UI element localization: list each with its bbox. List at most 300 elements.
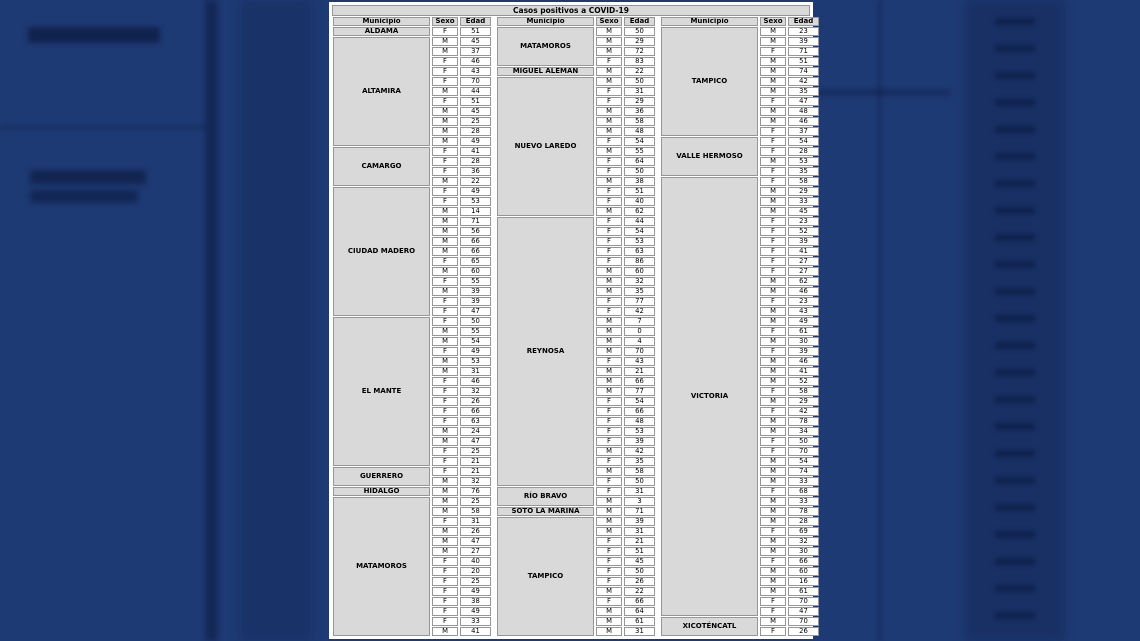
edad-cell: 30 xyxy=(788,547,819,556)
sexo-cell: F xyxy=(432,147,458,156)
edad-cell: 68 xyxy=(788,487,819,496)
sexo-cell: M xyxy=(432,487,458,496)
sexo-cell: F xyxy=(432,297,458,306)
edad-cell: 32 xyxy=(460,477,491,486)
sexo-cell: M xyxy=(432,247,458,256)
column-header: Edad xyxy=(788,17,819,26)
sexo-cell: M xyxy=(760,207,786,216)
edad-cell: 65 xyxy=(460,257,491,266)
edad-cell: 29 xyxy=(624,37,655,46)
sexo-cell: F xyxy=(432,197,458,206)
edad-cell: 58 xyxy=(624,117,655,126)
edad-cell: 21 xyxy=(624,537,655,546)
edad-cell: 53 xyxy=(624,427,655,436)
sexo-cell: F xyxy=(760,347,786,356)
edad-cell: 50 xyxy=(624,27,655,36)
sexo-cell: F xyxy=(760,327,786,336)
document-panel xyxy=(329,2,813,639)
sexo-cell: M xyxy=(760,377,786,386)
sexo-cell: F xyxy=(760,437,786,446)
edad-cell: 33 xyxy=(460,617,491,626)
edad-cell: 62 xyxy=(788,277,819,286)
edad-cell: 21 xyxy=(460,467,491,476)
table-row xyxy=(333,317,491,326)
sexo-cell: M xyxy=(432,337,458,346)
sexo-cell: M xyxy=(596,147,622,156)
sexo-cell: F xyxy=(596,57,622,66)
edad-cell: 50 xyxy=(624,167,655,176)
edad-cell: 47 xyxy=(460,437,491,446)
sexo-cell: M xyxy=(596,287,622,296)
sexo-cell: F xyxy=(760,257,786,266)
sexo-cell: M xyxy=(596,447,622,456)
sexo-cell: F xyxy=(596,477,622,486)
sexo-cell: M xyxy=(596,27,622,36)
municipio-cell: CAMARGO xyxy=(333,147,430,186)
edad-cell: 23 xyxy=(788,297,819,306)
sexo-cell: F xyxy=(760,607,786,616)
edad-cell: 50 xyxy=(624,567,655,576)
table-row xyxy=(333,147,491,156)
table-row xyxy=(497,517,655,526)
header-row xyxy=(333,17,491,26)
edad-cell: 29 xyxy=(788,187,819,196)
edad-cell: 83 xyxy=(624,57,655,66)
sexo-cell: F xyxy=(432,377,458,386)
sexo-cell: M xyxy=(760,157,786,166)
sexo-cell: F xyxy=(596,87,622,96)
sexo-cell: F xyxy=(760,217,786,226)
sexo-cell: M xyxy=(760,567,786,576)
sexo-cell: F xyxy=(432,467,458,476)
edad-cell: 39 xyxy=(624,517,655,526)
sexo-cell: F xyxy=(760,227,786,236)
edad-cell: 30 xyxy=(788,337,819,346)
municipio-cell: MATAMOROS xyxy=(333,497,430,636)
edad-cell: 27 xyxy=(788,257,819,266)
edad-cell: 37 xyxy=(788,127,819,136)
edad-cell: 43 xyxy=(788,307,819,316)
edad-cell: 47 xyxy=(788,97,819,106)
edad-cell: 63 xyxy=(624,247,655,256)
table-row xyxy=(333,37,491,46)
edad-cell: 70 xyxy=(788,447,819,456)
edad-cell: 54 xyxy=(788,457,819,466)
edad-cell: 55 xyxy=(460,327,491,336)
edad-cell: 60 xyxy=(788,567,819,576)
sexo-cell: M xyxy=(432,127,458,136)
background-watermark-title xyxy=(28,27,160,43)
edad-cell: 56 xyxy=(460,227,491,236)
edad-cell: 27 xyxy=(460,547,491,556)
sexo-cell: F xyxy=(760,557,786,566)
tables-row xyxy=(331,16,814,637)
sexo-cell: M xyxy=(432,527,458,536)
sexo-cell: M xyxy=(432,237,458,246)
edad-cell: 23 xyxy=(788,27,819,36)
sexo-cell: F xyxy=(432,57,458,66)
sexo-cell: F xyxy=(596,487,622,496)
municipio-cell: XICOTÉNCATL xyxy=(661,617,758,636)
edad-cell: 51 xyxy=(624,547,655,556)
edad-cell: 33 xyxy=(788,197,819,206)
municipio-cell: NUEVO LAREDO xyxy=(497,77,594,216)
edad-cell: 4 xyxy=(624,337,655,346)
sexo-cell: M xyxy=(596,107,622,116)
edad-cell: 55 xyxy=(624,147,655,156)
table-row xyxy=(333,187,491,196)
sexo-cell: M xyxy=(432,477,458,486)
edad-cell: 49 xyxy=(460,587,491,596)
edad-cell: 22 xyxy=(460,177,491,186)
sexo-cell: M xyxy=(760,587,786,596)
sexo-cell: M xyxy=(760,547,786,556)
sexo-cell: M xyxy=(432,47,458,56)
edad-cell: 53 xyxy=(460,197,491,206)
sexo-cell: M xyxy=(432,537,458,546)
sexo-cell: M xyxy=(432,547,458,556)
sexo-cell: F xyxy=(432,257,458,266)
sexo-cell: F xyxy=(432,187,458,196)
sexo-cell: M xyxy=(760,277,786,286)
edad-cell: 69 xyxy=(788,527,819,536)
column-header: Municipio xyxy=(661,17,758,26)
table-row xyxy=(333,27,491,36)
sexo-cell: F xyxy=(432,277,458,286)
sexo-cell: F xyxy=(596,97,622,106)
edad-cell: 45 xyxy=(788,207,819,216)
sexo-cell: F xyxy=(596,457,622,466)
edad-cell: 51 xyxy=(788,57,819,66)
table-row xyxy=(661,617,819,626)
table-row xyxy=(497,217,655,226)
edad-cell: 40 xyxy=(460,557,491,566)
edad-cell: 32 xyxy=(460,387,491,396)
edad-cell: 29 xyxy=(788,397,819,406)
sexo-cell: F xyxy=(432,347,458,356)
edad-cell: 74 xyxy=(788,467,819,476)
sexo-cell: M xyxy=(432,117,458,126)
sexo-cell: F xyxy=(596,427,622,436)
edad-cell: 61 xyxy=(624,617,655,626)
edad-cell: 32 xyxy=(624,277,655,286)
edad-cell: 41 xyxy=(788,367,819,376)
edad-cell: 27 xyxy=(788,267,819,276)
table-row xyxy=(661,137,819,146)
edad-cell: 35 xyxy=(788,87,819,96)
edad-cell: 42 xyxy=(624,307,655,316)
cases-table-3 xyxy=(659,16,821,637)
edad-cell: 3 xyxy=(624,497,655,506)
background-watermark-band xyxy=(240,0,312,641)
sexo-cell: M xyxy=(596,467,622,476)
edad-cell: 66 xyxy=(788,557,819,566)
sexo-cell: F xyxy=(760,447,786,456)
edad-cell: 26 xyxy=(460,397,491,406)
sexo-cell: F xyxy=(596,557,622,566)
edad-cell: 46 xyxy=(788,117,819,126)
edad-cell: 66 xyxy=(460,247,491,256)
sexo-cell: F xyxy=(432,517,458,526)
municipio-cell: VICTORIA xyxy=(661,177,758,616)
sexo-cell: F xyxy=(596,357,622,366)
sexo-cell: M xyxy=(760,577,786,586)
sexo-cell: M xyxy=(760,27,786,36)
edad-cell: 78 xyxy=(788,507,819,516)
sexo-cell: F xyxy=(432,307,458,316)
municipio-cell: MIGUEL ALEMÁN xyxy=(497,67,594,76)
sexo-cell: M xyxy=(432,357,458,366)
sexo-cell: M xyxy=(432,327,458,336)
municipio-cell: MATAMOROS xyxy=(497,27,594,66)
sexo-cell: M xyxy=(760,517,786,526)
sexo-cell: M xyxy=(760,477,786,486)
sexo-cell: M xyxy=(596,517,622,526)
column-header: Sexo xyxy=(432,17,458,26)
municipio-cell: GUERRERO xyxy=(333,467,430,486)
table-row xyxy=(497,507,655,516)
edad-cell: 50 xyxy=(624,77,655,86)
edad-cell: 39 xyxy=(460,297,491,306)
municipio-cell: ALTAMIRA xyxy=(333,37,430,146)
table-row xyxy=(497,77,655,86)
edad-cell: 60 xyxy=(624,267,655,276)
edad-cell: 54 xyxy=(624,397,655,406)
sexo-cell: M xyxy=(596,207,622,216)
sexo-cell: M xyxy=(596,527,622,536)
edad-cell: 31 xyxy=(624,527,655,536)
edad-cell: 28 xyxy=(460,157,491,166)
edad-cell: 26 xyxy=(624,577,655,586)
sexo-cell: F xyxy=(760,47,786,56)
sexo-cell: M xyxy=(760,617,786,626)
sexo-cell: F xyxy=(596,197,622,206)
sexo-cell: F xyxy=(760,177,786,186)
edad-cell: 66 xyxy=(624,407,655,416)
edad-cell: 53 xyxy=(788,157,819,166)
edad-cell: 49 xyxy=(788,317,819,326)
table-row xyxy=(333,497,491,506)
sexo-cell: M xyxy=(596,327,622,336)
edad-cell: 23 xyxy=(788,217,819,226)
table-row xyxy=(497,27,655,36)
sexo-cell: M xyxy=(760,77,786,86)
edad-cell: 20 xyxy=(460,567,491,576)
sexo-cell: M xyxy=(596,607,622,616)
edad-cell: 52 xyxy=(788,377,819,386)
edad-cell: 71 xyxy=(460,217,491,226)
edad-cell: 71 xyxy=(788,47,819,56)
edad-cell: 54 xyxy=(624,227,655,236)
sexo-cell: F xyxy=(760,267,786,276)
edad-cell: 52 xyxy=(788,227,819,236)
edad-cell: 28 xyxy=(460,127,491,136)
sexo-cell: F xyxy=(432,317,458,326)
sexo-cell: F xyxy=(760,147,786,156)
sexo-cell: M xyxy=(432,287,458,296)
sexo-cell: M xyxy=(432,107,458,116)
edad-cell: 44 xyxy=(624,217,655,226)
edad-cell: 44 xyxy=(460,87,491,96)
edad-cell: 48 xyxy=(624,417,655,426)
edad-cell: 41 xyxy=(460,147,491,156)
table-row xyxy=(661,177,819,186)
sexo-cell: F xyxy=(596,137,622,146)
edad-cell: 47 xyxy=(788,607,819,616)
sexo-cell: M xyxy=(596,347,622,356)
sexo-cell: M xyxy=(596,127,622,136)
sexo-cell: F xyxy=(760,407,786,416)
edad-cell: 21 xyxy=(624,367,655,376)
sexo-cell: F xyxy=(596,247,622,256)
edad-cell: 25 xyxy=(460,497,491,506)
edad-cell: 54 xyxy=(788,137,819,146)
sexo-cell: M xyxy=(760,67,786,76)
edad-cell: 34 xyxy=(788,427,819,436)
edad-cell: 24 xyxy=(460,427,491,436)
sexo-cell: F xyxy=(760,297,786,306)
sexo-cell: F xyxy=(432,587,458,596)
sexo-cell: M xyxy=(760,187,786,196)
sexo-cell: F xyxy=(432,157,458,166)
sexo-cell: F xyxy=(596,417,622,426)
cases-table-2 xyxy=(495,16,657,637)
sexo-cell: F xyxy=(596,597,622,606)
sexo-cell: F xyxy=(432,407,458,416)
table-row xyxy=(333,467,491,476)
header-row xyxy=(497,17,655,26)
sexo-cell: F xyxy=(432,457,458,466)
edad-cell: 26 xyxy=(788,627,819,636)
edad-cell: 35 xyxy=(624,287,655,296)
edad-cell: 54 xyxy=(460,337,491,346)
sexo-cell: F xyxy=(596,397,622,406)
edad-cell: 53 xyxy=(624,237,655,246)
edad-cell: 35 xyxy=(788,167,819,176)
background-watermark-line xyxy=(815,90,950,95)
sexo-cell: M xyxy=(760,337,786,346)
edad-cell: 25 xyxy=(460,447,491,456)
edad-cell: 36 xyxy=(624,107,655,116)
sexo-cell: M xyxy=(596,277,622,286)
sexo-cell: M xyxy=(596,587,622,596)
edad-cell: 55 xyxy=(460,277,491,286)
page-title: Casos positivos a COVID-19 xyxy=(332,5,810,16)
municipio-cell: REYNOSA xyxy=(497,217,594,486)
edad-cell: 22 xyxy=(624,587,655,596)
edad-cell: 33 xyxy=(788,477,819,486)
edad-cell: 39 xyxy=(788,237,819,246)
edad-cell: 28 xyxy=(788,147,819,156)
sexo-cell: F xyxy=(760,137,786,146)
edad-cell: 50 xyxy=(460,317,491,326)
sexo-cell: F xyxy=(760,247,786,256)
sexo-cell: M xyxy=(596,77,622,86)
sexo-cell: M xyxy=(596,67,622,76)
sexo-cell: F xyxy=(432,447,458,456)
edad-cell: 31 xyxy=(624,87,655,96)
background-watermark-text xyxy=(30,170,146,184)
edad-cell: 66 xyxy=(624,377,655,386)
column-header: Municipio xyxy=(333,17,430,26)
edad-cell: 43 xyxy=(624,357,655,366)
sexo-cell: M xyxy=(432,267,458,276)
edad-cell: 28 xyxy=(788,517,819,526)
edad-cell: 39 xyxy=(624,437,655,446)
edad-cell: 42 xyxy=(624,447,655,456)
edad-cell: 26 xyxy=(460,527,491,536)
sexo-cell: M xyxy=(760,317,786,326)
edad-cell: 77 xyxy=(624,297,655,306)
sexo-cell: F xyxy=(596,547,622,556)
edad-cell: 58 xyxy=(788,387,819,396)
edad-cell: 50 xyxy=(624,477,655,486)
sexo-cell: M xyxy=(596,317,622,326)
edad-cell: 22 xyxy=(624,67,655,76)
sexo-cell: F xyxy=(596,217,622,226)
edad-cell: 86 xyxy=(624,257,655,266)
sexo-cell: M xyxy=(596,117,622,126)
edad-cell: 66 xyxy=(460,237,491,246)
edad-cell: 77 xyxy=(624,387,655,396)
sexo-cell: M xyxy=(432,177,458,186)
edad-cell: 66 xyxy=(624,597,655,606)
edad-cell: 21 xyxy=(460,457,491,466)
edad-cell: 38 xyxy=(460,597,491,606)
edad-cell: 45 xyxy=(460,107,491,116)
edad-cell: 37 xyxy=(460,47,491,56)
edad-cell: 36 xyxy=(460,167,491,176)
sexo-cell: M xyxy=(432,437,458,446)
sexo-cell: M xyxy=(432,367,458,376)
sexo-cell: M xyxy=(432,227,458,236)
edad-cell: 49 xyxy=(460,347,491,356)
background-watermark-band xyxy=(205,0,218,641)
sexo-cell: F xyxy=(432,417,458,426)
edad-cell: 33 xyxy=(788,497,819,506)
municipio-cell: CIUDAD MADERO xyxy=(333,187,430,316)
edad-cell: 31 xyxy=(460,517,491,526)
edad-cell: 50 xyxy=(788,437,819,446)
edad-cell: 42 xyxy=(788,77,819,86)
municipio-cell: TAMPICO xyxy=(497,517,594,636)
sexo-cell: M xyxy=(760,307,786,316)
sexo-cell: M xyxy=(432,37,458,46)
edad-cell: 58 xyxy=(460,507,491,516)
edad-cell: 72 xyxy=(624,47,655,56)
edad-cell: 45 xyxy=(624,557,655,566)
sexo-cell: M xyxy=(760,357,786,366)
sexo-cell: M xyxy=(596,627,622,636)
sexo-cell: F xyxy=(760,387,786,396)
sexo-cell: F xyxy=(760,527,786,536)
edad-cell: 64 xyxy=(624,157,655,166)
edad-cell: 70 xyxy=(788,617,819,626)
edad-cell: 61 xyxy=(788,587,819,596)
column-header: Edad xyxy=(460,17,491,26)
sexo-cell: M xyxy=(760,117,786,126)
sexo-cell: F xyxy=(760,167,786,176)
edad-cell: 47 xyxy=(460,307,491,316)
sexo-cell: M xyxy=(760,507,786,516)
sexo-cell: F xyxy=(432,617,458,626)
sexo-cell: F xyxy=(760,627,786,636)
sexo-cell: M xyxy=(432,137,458,146)
sexo-cell: F xyxy=(432,397,458,406)
edad-cell: 76 xyxy=(460,487,491,496)
sexo-cell: M xyxy=(596,377,622,386)
sexo-cell: M xyxy=(432,217,458,226)
